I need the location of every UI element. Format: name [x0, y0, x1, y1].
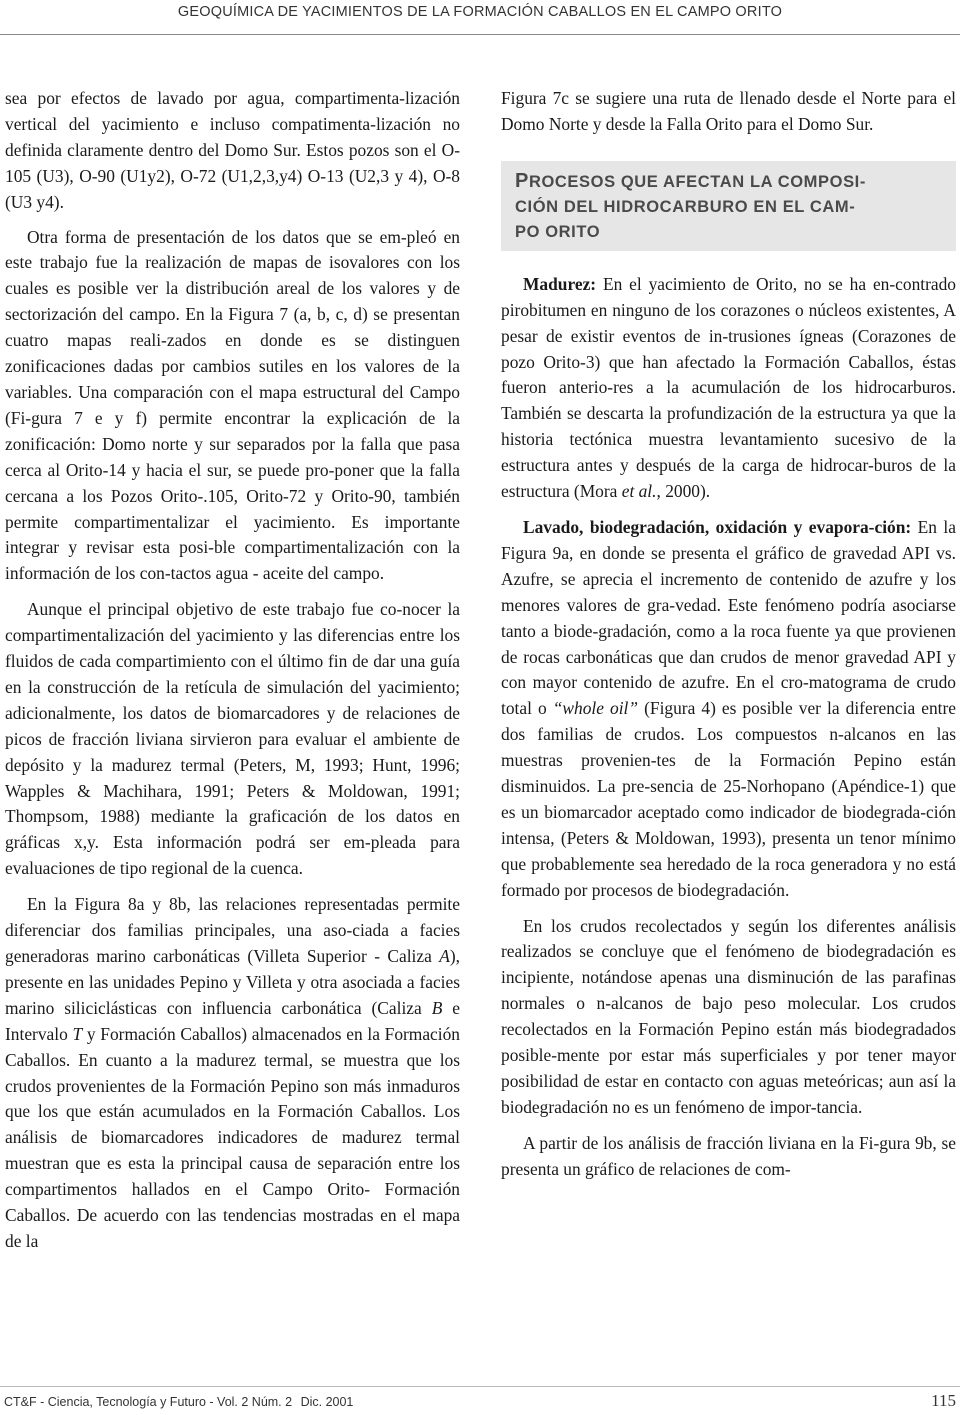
lavado-text-b: (Figura 4) es posible ver la diferencia entre dos familias de crudos. Los compuestos n-alcanos en las muestras provenien-tes de la Formación Pepino están disminuidos. La pre-sencia de 25-Norhopano (Apéndice-1) que es un biomarcador aceptado como indicador de biodegrada-ción intensa, (Peters & Moldowan, 1993), presenta un tenor mínimo que probablemente sea heredado de la roca generadora y no está formado por procesos de biodegradación.: [501, 698, 956, 900]
right-paragraph-madurez: [501, 272, 956, 505]
lavado-text-a: En la Figura 9a, en donde se presenta el gráfico de gravedad API vs. Azufre, se aprecia el incremento de contenido de azufre y los menores valores de gra-vedad. Este fenómeno podría asociarse tanto a biode-gradación, como a la roca fuente ya que provienen de rocas carbonáticas que dan crudos de menor gravedad API y con mayor contenido de azufre. En el cro-matograma de crudo total o: [501, 516, 956, 719]
lavado-whole-oil: “whole oil”: [552, 698, 639, 719]
left-paragraph-4: [5, 892, 460, 1255]
right-paragraph-1: Figura 7c se sugiere una ruta de llenado desde el Norte para el Domo Norte y desde la Falla Orito para el Domo Sur.: [501, 88, 956, 134]
lavado-lead: Lavado, biodegradación, oxidación y evapora-ción:: [523, 516, 912, 537]
left-paragraph-1: sea por efectos de lavado por agua, compartimenta-lización vertical del yacimiento e incluso compatimenta-lización no definida claramente dentro del Domo Sur. Estos pozos son el O-105 (U3), O-90 (U1y2), O-72 (U1,2,3,y4) O-13 (U2,3 y 4), O-8 (U3 y4).: [5, 88, 460, 212]
left-paragraph-4-text-c: e Intervalo: [5, 997, 460, 1044]
section-heading-line-1: ROCESOS QUE AFECTAN LA COMPOSI-: [528, 172, 866, 191]
madurez-text-a: En el yacimiento de Orito, no se ha en-contrado pirobitumen en ninguno de los corazones o núcleos existentes, A pesar de existir eventos de in-trusiones ígneas (Corazones de pozo Orito-3) que han afectado la Formación Caballos, éstas fueron anterio-res a la acumulación de los hidrocarburos. También se descarta la profundización de la estructura ya que la historia tectónica muestra levantamiento sucesivo de la estructura antes y después de la carga de hidrocar-buros de la estructura (Mora: [501, 273, 956, 502]
page-number: 115: [931, 1391, 956, 1410]
running-header-title: GEOQUÍMICA DE YACIMIENTOS DE LA FORMACIÓN CABALLOS EN EL CAMPO ORITO: [177, 4, 783, 20]
left-paragraph-4-text-a: En la Figura 8a y 8b, las relaciones representadas permite diferenciar dos familias principales, una aso-ciada a facies generadoras marino carbonáticas (Villeta Superior - Caliza: [5, 894, 460, 966]
left-paragraph-3: Aunque el principal objetivo de este trabajo fue co-nocer la compartimentalización del yacimiento y las diferencias entre los fluidos de cada compartimiento con el último fin de dar una guía en la construcción de la retícula de simulación del yacimiento; adicionalmente, los datos de biomarcadores y de relaciones de picos de fracción liviana sirvieron para evaluar el ambiente de depósito y la madurez termal (Peters, M, 1993; Hunt, 1996; Wapples & Machihara, 1991; Peters & Moldowan, 1991; Thompsom, 1988) mediante la graficación de los datos en gráficas x,y. Esta información podrá ser em-pleada para evaluaciones de tipo regional de la cuenca.: [5, 599, 460, 879]
footer-rule: [0, 1386, 960, 1387]
section-heading-line-2: CIÓN DEL HIDROCARBURO EN EL CAM-: [515, 197, 856, 216]
left-paragraph-4-text-b: ), presente en las unidades Pepino y Villeta y otra asociada a facies marino siliciclásticas con influencia carbonática (Caliza: [5, 946, 460, 1018]
section-heading-cap: P: [515, 169, 529, 192]
left-paragraph-2: Otra forma de presentación de los datos que se em-pleó en este trabajo fue la realización de mapas de isovalores con los cuales es posible ver la distribución areal de los valores y de sectorización del campo. En la Figura 7 (a, b, c, d) se presentan cuatro mapas reali-zados en donde es se distinguen zonificaciones dadas por cambios sutiles en los valores de la variables. Una comparación con el mapa estructural del Campo (Fi-gura 7 e y f) permite encontrar la explicación de la zonificación: Domo norte y sur separados por la falla que pasa cerca al Orito-14 y hacia el sur, se puede pro-poner que la falla cercana a los Pozos Orito-.105, Orito-72 y Orito-90, también permite compartimentalizar el yacimiento. Es importante integrar y revisar esta posi-ble compartimentalización con la información de los con-tactos agua - aceite del campo.: [5, 226, 460, 584]
left-paragraph-4-text-d: y Formación Caballos) almacenados en la Formación Caballos. En cuanto a la madurez termal, se muestra que los crudos provenientes de la Formación Pepino son más inmaduros que los que están acumulados en la Formación Caballos. Los análisis de biomarcadores indicadores de madurez termal muestran que es esta la principal causa de separación entre los compartimentos hallados en el Campo Orito- Formación Caballos. De acuerdo con las tendencias mostradas en el mapa de la: [5, 1023, 460, 1251]
right-paragraph-lavado: [501, 515, 956, 904]
left-paragraph-4-caliza-a: A: [439, 946, 450, 966]
right-paragraph-crudos: En los crudos recolectados y según los diferentes análisis realizados se concluye que el fenómeno de biodegradación es incipiente, notándose apenas una disminución de las parafinas normales o n-alcanos de bajo peso molecular. Los crudos recolectados en la Formación Pepino están más biodegradados posible-mente por estar más superficiales y por tener mayor posibilidad de estar en contacto con aguas meteóricas; aun así la biodegradación no es un fenómeno de impor-tancia.: [501, 915, 956, 1117]
footer-journal: [4, 1395, 358, 1409]
footer-journal-name: CT&F - Ciencia, Tecnología y Futuro - Vol. 2 Núm. 2: [4, 1395, 293, 1409]
left-paragraph-4-caliza-b: B: [431, 997, 443, 1018]
madurez-et-al: et al.: [621, 481, 657, 502]
left-column: [5, 86, 460, 1265]
section-heading: [501, 161, 956, 251]
section-heading-line-3: PO ORITO: [515, 222, 601, 241]
madurez-text-b: , 2000).: [656, 481, 711, 502]
header-rule: [0, 34, 960, 35]
footer-date: Dic. 2001: [300, 1395, 354, 1409]
right-paragraph-fraccion: A partir de los análisis de fracción liviana en la Fi-gura 9b, se presenta un gráfico de relaciones de com-: [501, 1132, 956, 1179]
left-paragraph-4-intervalo-t: T: [72, 1023, 83, 1044]
right-column: [501, 86, 956, 1193]
madurez-lead: Madurez:: [523, 273, 597, 294]
